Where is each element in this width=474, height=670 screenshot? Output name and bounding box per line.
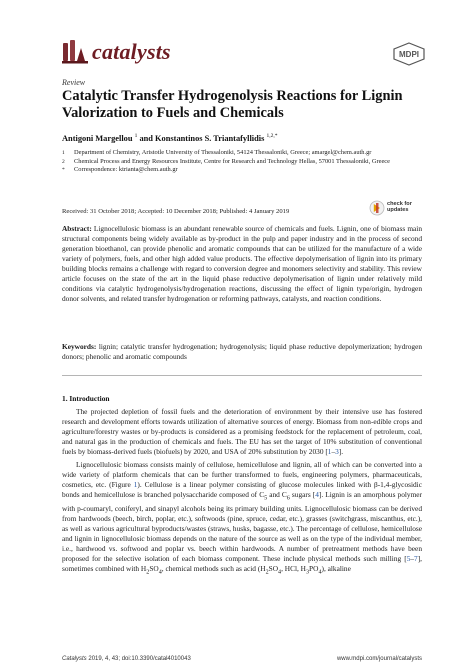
check-for-updates-icon [369, 200, 385, 216]
affiliation [62, 166, 422, 174]
footer-citation [62, 656, 191, 662]
footer-doi: 2019, 4, 43; doi:10.3390/catal4010043 [86, 656, 191, 662]
subscript: 4 [158, 569, 162, 576]
paragraph [62, 460, 422, 578]
author-list [62, 133, 277, 143]
paragraph-text: Lignocellulosic biomass consists mainly of cellulose, hemicellulose and lignin, all of which can be converted into a wide variety of platform chemicals that can be further transformed to fuels, engineering polymers, pharmaceuticals, cosmetics, etc. (Figure [62, 459, 422, 489]
keywords-text: lignin; catalytic transfer hydrogenation; hydrogenolysis; liquid phase reductive depolymerization; hydrogen donors; phenolic and aromatic compounds [62, 342, 423, 361]
author-affil-sup: 1 [134, 133, 138, 139]
paragraph-text: and C [267, 489, 287, 499]
subscript: 5 [264, 495, 268, 502]
mdpi-logo-text: MDPI [399, 50, 419, 59]
affiliation-text: Department of Chemistry, Aristotle University of Thessaloniki, 54124 Thessaloniki, Greece; amargel@chem.auth.gr [74, 149, 372, 156]
footer-journal: Catalysts [62, 656, 87, 662]
paper-title: Catalytic Transfer Hydrogenolysis Reactions for Lignin Valorization to Fuels and Chemicals [62, 88, 403, 121]
check-for-updates-label [387, 201, 412, 214]
mdpi-logo-icon [392, 42, 426, 66]
paragraph-text: ), alkaline [321, 563, 351, 573]
affiliation-text: Correspondence: ktrianta@chem.auth.gr [74, 166, 178, 174]
affiliation [62, 158, 422, 166]
check-for-updates-badge[interactable] [369, 199, 417, 217]
section-heading: 1. Introduction [62, 394, 110, 403]
citation-link[interactable]: 7 [414, 553, 418, 563]
paragraph-text: SO [149, 563, 159, 573]
subscript: 6 [286, 495, 290, 502]
affiliations [62, 149, 422, 175]
paragraph-text: The projected depletion of fossil fuels and the deterioration of environment by their intensive use has fostered research and development efforts towards utilization of alternative sources of energy. Biomass from non-edible crops and agriculture/forestry wastes or by-products is considered as a promising feedstock for the replacement of petroleum, coal, and natural gas in the production of chemicals and fuels. The EU has set the target of 10% substitution of conventional fuels by biomass-derived fuels (biofuels) by 2020, and USA of 20% substitution by 2030 [ [62, 407, 422, 456]
footer-url[interactable]: www.mdpi.com/journal/catalysts [336, 656, 422, 662]
paragraph-text: PO [309, 563, 319, 573]
citation-dash: – [410, 553, 415, 563]
author-name: Konstantinos S. Triantafyllidis [155, 133, 265, 143]
journal-header [62, 38, 426, 68]
keywords-label: Keywords: [62, 342, 97, 351]
affiliation-mark: 2 [62, 158, 65, 165]
author-name: Antigoni Margellou [62, 133, 133, 143]
paragraph-text: ], sometimes combined with H [62, 553, 422, 573]
keywords [62, 342, 422, 362]
body-text [62, 407, 422, 581]
subscript: 3 [305, 569, 310, 576]
subscript: 2 [146, 569, 150, 576]
journal-name: catalysts [92, 39, 171, 64]
figure-link[interactable]: 1 [133, 479, 138, 489]
publication-dates: Received: 31 October 2018; Accepted: 10 December 2018; Published: 4 January 2019 [62, 208, 290, 215]
subscript: 4 [318, 569, 322, 576]
abstract-text: Lignocellulosic biomass is an abundant renewable source of chemicals and fuels. Lignin, one of biomass main structural components being widely available as by-product in the pulp and paper industry and in the process of second generation bioethanol, can provide phenolic and aromatic compounds that can be utilized for the manufacture of a wide variety of polymers, fuels, and other high added value products. The effective depolymerisation of lignin into its primary building blocks remains a challenge with regard to conversion degree and monomers selectivity and stability. This review article focuses on the state of the art in the liquid phase reductive depolymerisation of lignin under relatively mild conditions via catalytic hydrogenolysis/hydrogenation reactions, discussing the effect of lignin type/origin, hydrogen donor solvents, and related transfer hydrogenation or reforming pathways, catalysts, and reaction conditions. [62, 224, 423, 303]
paragraph-text: SO [268, 563, 279, 573]
paragraph-text: sugars [ [289, 489, 316, 499]
check-for-updates-line1: check for [387, 201, 412, 207]
affiliation [62, 149, 422, 157]
check-for-updates-line2: updates [387, 207, 409, 214]
subscript: 4 [278, 569, 282, 576]
affiliation-text: Chemical Process and Energy Resources Institute, Centre for Research and Technology Hellas, 57001 Thessaloniki, Greece [74, 157, 390, 165]
paragraph-text: ]. [338, 446, 344, 456]
citation-link[interactable]: 4 [315, 489, 319, 499]
citation-link[interactable]: 1 [327, 446, 332, 456]
section-divider [62, 375, 422, 376]
paragraph-text: , chemical methods such as acid (H [161, 563, 266, 573]
author-affil-sup: 1,2,* [266, 133, 278, 139]
citation-link[interactable]: 5 [406, 553, 411, 563]
abstract [62, 224, 422, 304]
abstract-label: Abstract: [62, 224, 92, 233]
citation-link[interactable]: 3 [335, 446, 339, 456]
affiliation-mark: 1 [62, 150, 65, 156]
catalysts-logo-icon [62, 40, 88, 64]
paragraph-text: , HCl, H [281, 563, 306, 573]
paragraph [62, 407, 422, 457]
paragraph-text: ). Cellulose is a linear polymer consisting of glucose molecules linked with β-1,4-glycosidic bonds and hemicellulose is branched polysaccharide composed of C [62, 479, 422, 499]
paragraph-text: ]. Lignin is an amorphous polymer with p-coumaryl, coniferyl, and sinapyl alcohols being its primary building units. Lignocellulosic biomass can be derived from hardwoods (beech, birch, poplar, etc.), softwoods (pine, spruce, cedar, etc.), grasses (switchgrass, miscanthus, etc.), as well as various agricultural byproducts/wastes (straws, husks, bagasse, etc.). The percentage of cellulose, hemicellulose and lignin in lignocellulosic biomass depends on the nature of the source as well as on the type of the individual member, i.e., hardwood vs. softwood and poplar vs. beech within hardwoods. A number of pretreatment methods have been proposed for the selective isolation of each biomass component. These include physical methods such milling [ [62, 489, 422, 563]
subscript: 2 [265, 569, 269, 576]
affiliation-mark: * [62, 167, 65, 174]
article-type: Review [62, 78, 86, 87]
citation-dash: – [331, 446, 336, 456]
author-separator: and [137, 133, 156, 143]
